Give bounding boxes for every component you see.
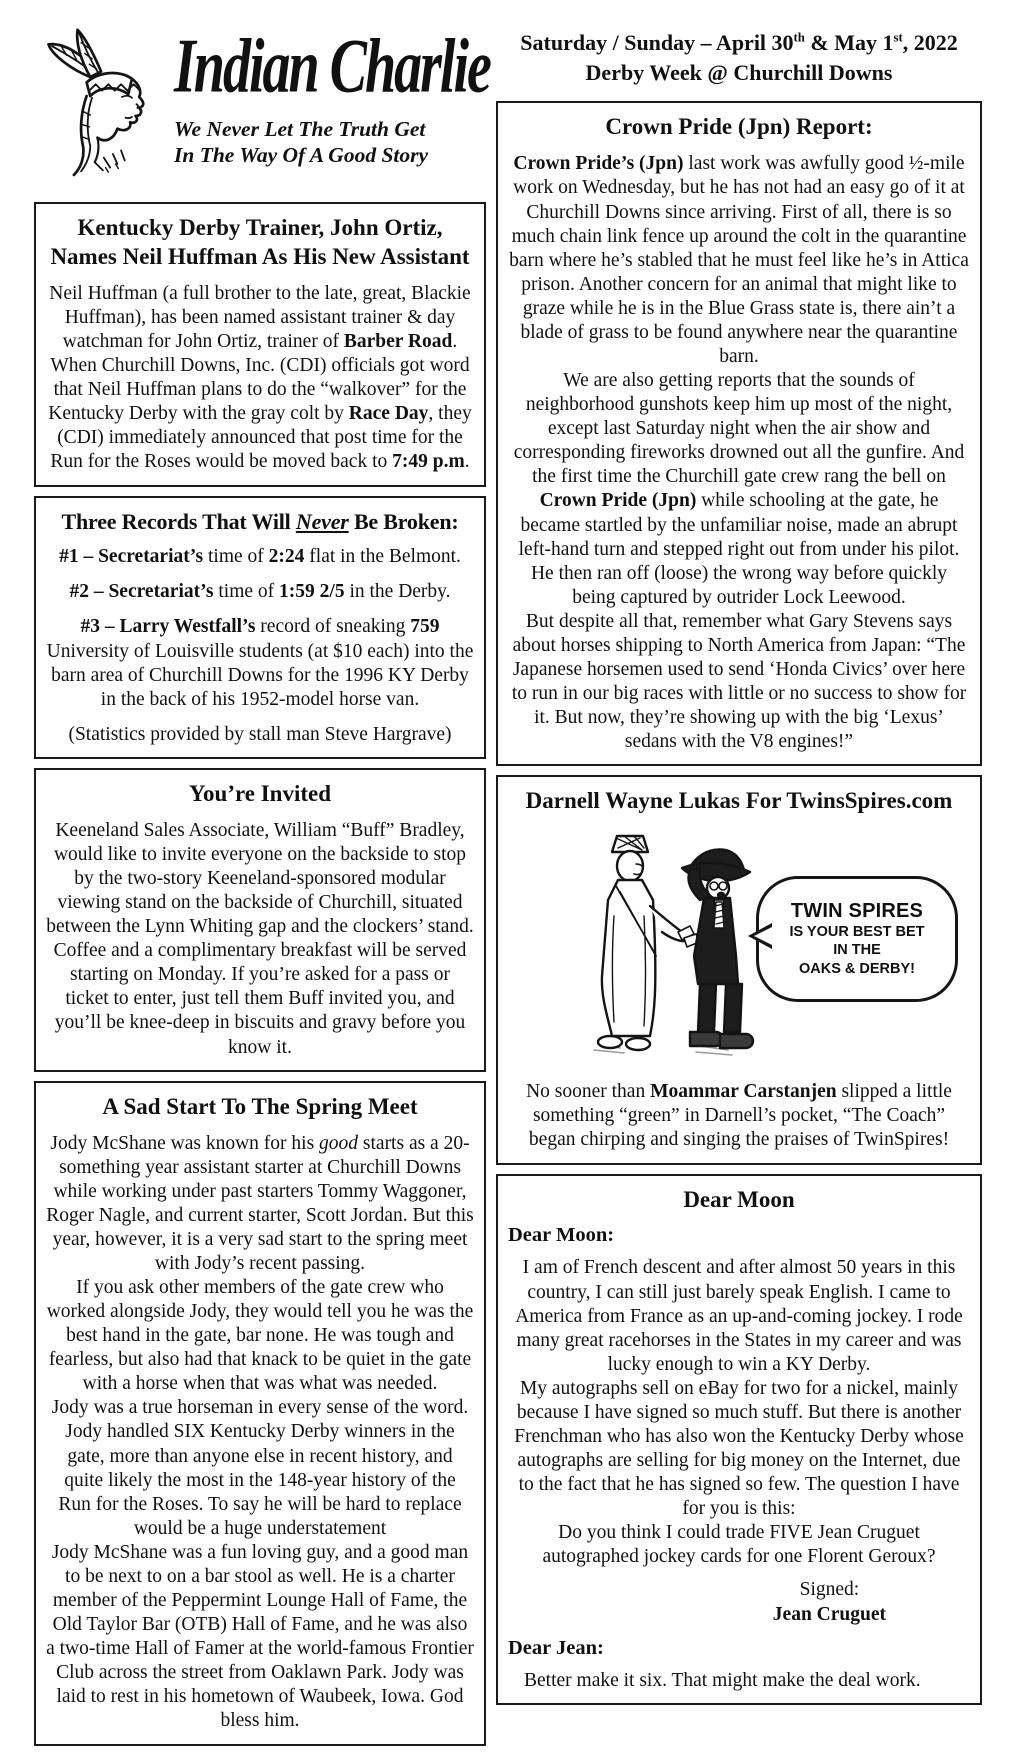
article-records [34,496,486,759]
lukas-caption: No sooner than Moammar Carstanjen slipped a little something “green” in Darnell’s pocket, “The Coach” began chirping and singing the praises of TwinSpires! [526,1081,952,1151]
record-item-1: #1 – Secretariat’s time of 2:24 flat in the Belmont. [59,546,461,568]
masthead-text [170,24,490,168]
sad-start-paragraph-1: Jody McShane was known for his good starts as a 20-something year assistant starter at Churchill Downs while working under past starters Tommy Waggoner, Roger Nagle, and current starter, Scott Jordan. But this year, however, it is a very sad start to the spring meet with Jody’s recent passing. [46,1132,474,1274]
masthead [34,23,490,196]
speech-bubble-line-4: OAKS & DERBY! [798,961,915,978]
speech-bubble-line-1: TWIN SPIRES [790,899,924,922]
article-lukas-title: Darnell Wayne Lukas For TwinsSpires.com [525,788,953,814]
article-crown-pride-title: Crown Pride (Jpn) Report: [605,114,873,140]
article-lukas [496,775,982,1164]
article-dear-moon [496,1174,982,1705]
tagline-line-2: In The Way Of A Good Story [174,143,429,168]
right-column [496,24,982,1755]
records-note: (Statistics provided by stall man Steve Hargrave) [68,723,452,745]
article-trainer [34,202,486,487]
article-dear-moon-title: Dear Moon [683,1186,795,1212]
newsletter-title: Indian Charlie [174,23,490,110]
article-records-title: Three Records That Will Never Be Broken: [61,508,459,534]
article-trainer-title [46,214,474,272]
article-trainer-title-line2: Names Neil Huffman As His New Assistant [50,243,470,269]
dear-moon-paragraph-3: Do you think I could trade FIVE Jean Cruguet autographed jockey cards for one Florent Geroux? [542,1522,936,1568]
article-trainer-title-line1: Kentucky Derby Trainer, John Ortiz, [77,215,443,240]
dear-moon-paragraph-2: My autographs sell on eBay for two for a nickel, mainly because I have signed so much stuff. But there is another Frenchman who has also won the Kentucky Derby whose autographs are selling for big money on the Internet, due to the fact that he has signed so few. The question I have for you is this: [514,1377,964,1520]
signed-name: Jean Cruguet [772,1603,886,1625]
article-sad-start-title: A Sad Start To The Spring Meet [102,1093,418,1119]
issue-location-line: Derby Week @ Churchill Downs [585,59,893,85]
article-trainer-body: Neil Huffman (a full brother to the late, great, Blackie Huffman), has been named assistant trainer & day watchman for John Ortiz, trainer of Barber Road. When Churchill Downs, Inc. (CDI) officials got word that Neil Huffman plans to do the “walkover” for the Kentucky Derby with the gray colt by Race Day, they (CDI) immediately announced that post time for the Run for the Roses would be moved back to 7:49 p.m. [48,282,472,473]
record-item-3: #3 – Larry Westfall’s record of sneaking 759 University of Louisville students (at $10 each) into the barn area of Churchill Downs for the 1996 KY Derby in the back of his 1952-model horse van. [46,616,474,710]
tagline-line-1: We Never Let The Truth Get [174,117,426,141]
crown-pride-paragraph-2: We are also getting reports that the sounds of neighborhood gunshots keep him up most of the night, except last Saturday night when the air show and corresponding fireworks drowned out all the gunfire. And the first time the Churchill gate crew rang the bell on Crown Pride (Jpn) while schooling at the gate, he became startled by the unfamiliar noise, made an abrupt left-hand turn and stepped right out from under his pilot. He then ran off (loose) the wrong way before quickly being captured by outrider Lock Leewood. [513,370,965,608]
dear-moon-salutation: Dear Moon: [508,1224,615,1247]
signed-block [773,1578,886,1626]
crown-pride-paragraph-3: But despite all that, remember what Gary Stevens says about horses shipping to North America from Japan: “The Japanese horsemen used to send ‘Honda Civics’ over here to run in our big races with little or no success to show for it. But now, they’re showing up with the big ‘Lexus’ sedans with the V8 engines!” [511,610,967,753]
article-invited [34,768,486,1072]
dear-jean-salutation: Dear Jean: [508,1636,604,1659]
record-item-2: #2 – Secretariat’s time of 1:59 2/5 in the Derby. [69,581,451,603]
issue-date-line: Saturday / Sunday – April 30th & May 1st, 2022 [520,30,958,55]
dear-moon-paragraph-1: I am of French descent and after almost 50 years in this country, I can still just barely speak English. I came to America from France as an up-and-coming jockey. I rode many great racehorses in the States in my career and was lucky enough to win a KY Derby. [515,1257,963,1375]
signed-label: Signed: [799,1579,860,1601]
article-invited-body: Keeneland Sales Associate, William “Buff” Bradley, would like to invite everyone on the backside to stop by the two-story Keeneland-sponsored modular viewing stand on the backside of Churchill, situated between the Lynn Whiting gap and the clockers’ stand. Coffee and a complimentary breakfast will be served starting on Monday. If you’re asked for a pass or ticket to enter, just tell them Buff invited you, and you’ll be knee-deep in biscuits and gravy before you know it. [46,819,474,1058]
article-crown-pride [496,101,982,766]
speech-bubble [756,876,958,1002]
speech-bubble-line-2: IS YOUR BEST BET [789,923,925,940]
article-sad-start [34,1081,486,1746]
sad-start-paragraph-4: Jody McShane was a fun loving guy, and a good man to be next to on a bar stool as well. He is a charter member of the Peppermint Lounge Hall of Fame, the Old Taylor Bar (OTB) Hall of Fame, and he was also a two-time Hall of Famer at the world-famous Frontier Club across the street from Oaklawn Park. Jody was laid to rest in his hometown of Waubeek, Iowa. God bless him. [46,1541,474,1732]
sad-start-paragraph-2: If you ask other members of the gate crew who worked alongside Jody, they would tell you he was the best hand in the gate, bar none. He was tough and fearless, but also had that knack to be quiet in the gate with a horse when that was what was needed. [46,1277,474,1395]
left-column [34,23,490,1755]
indian-charlie-logo-icon [34,24,170,188]
article-invited-title: You’re Invited [188,780,332,806]
dear-jean-reply: Better make it six. That might make the deal work. [524,1669,921,1691]
crown-pride-paragraph-1: Crown Pride’s (Jpn) last work was awfully good ½-mile work on Wednesday, but he has not had an easy go of it at Churchill Downs since arriving. First of all, there is so much chain link fence up around the colt in the quarantine barn where he’s stabled that he must feel like he’s in Attica prison. Another concern for an animal that might like to graze while he is in the Blue Grass state is, there ain’t a blade of grass to be found anywhere near the quarantine barn. [509,153,969,367]
cartoon-figures-illustration [550,826,786,1072]
speech-bubble-line-3: IN THE [833,942,881,959]
issue-date [496,28,982,87]
lukas-cartoon [508,826,970,1072]
sad-start-paragraph-3: Jody was a true horseman in every sense of the word. Jody handled SIX Kentucky Derby winners in the gate, more than anyone else in recent history, and quite likely the most in the 148-year history of the Run for the Roses. To say he will be hard to replace would be a huge understatement [51,1397,469,1539]
